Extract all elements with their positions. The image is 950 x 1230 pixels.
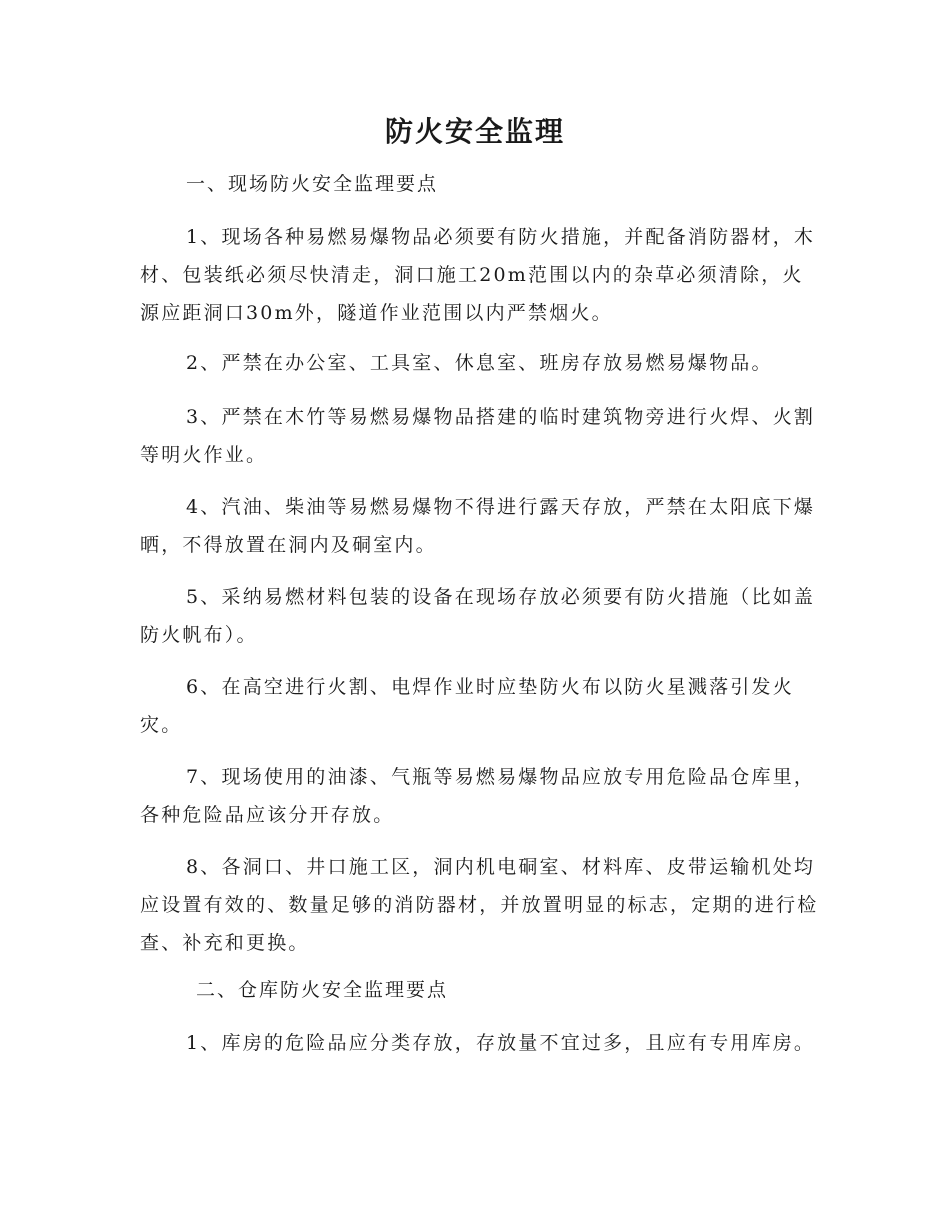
section-1-item-2: 2、严禁在办公室、工具室、休息室、班房存放易燃易爆物品。 [186,352,773,374]
section-1-item-6: 6、在高空进行火割、电焊作业时应垫防火布以防火星溅落引发火灾。 [140,676,794,736]
section-1-item-4: 4、汽油、柴油等易燃易爆物不得进行露天存放，严禁在太阳底下爆晒，不得放置在洞内及硐室内。 [140,496,816,556]
section-1-item-8: 8、各洞口、井口施工区，洞内机电硐室、材料库、皮带运输机处均应设置有效的、数量足够的消防器材，并放置明显的标志，定期的进行检查、补充和更换。 [140,856,819,954]
section-1-heading: 一、现场防火安全监理要点 [186,173,439,195]
document-title: 防火安全监理 [384,115,565,148]
section-1-item-3: 3、严禁在木竹等易燃易爆物品搭建的临时建筑物旁进行火焊、火割等明火作业。 [140,406,816,466]
section-1-item-7: 7、现场使用的油漆、气瓶等易燃易爆物品应放专用危险品仓库里，各种危险品应该分开存放。 [140,766,816,826]
section-2-heading: 二、仓库防火安全监理要点 [196,979,449,1001]
section-2-item-1: 1、库房的危险品应分类存放，存放量不宜过多，且应有专用库房。 [186,1032,816,1054]
section-1-item-1: 1、现场各种易燃易爆物品必须要有防火措施，并配备消防器材，木材、包装纸必须尽快清走，洞口施工20m范围以内的杂草必须清除，火源应距洞口30m外，隧道作业范围以内严禁烟火。 [140,226,816,324]
section-1-item-5: 5、采纳易燃材料包装的设备在现场存放必须要有防火措施（比如盖防火帆布）。 [140,586,816,646]
